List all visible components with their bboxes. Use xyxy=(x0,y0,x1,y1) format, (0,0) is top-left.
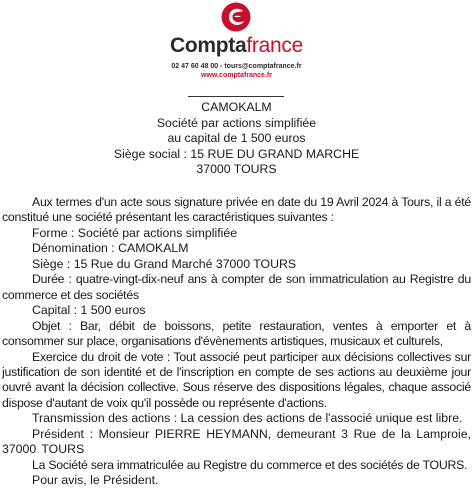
objet-paragraph: Objet : Bar, débit de boissons, petite restauration, ventes à emporter et à consommer sur place, organisations d'évènements artistiques, musicaux et culturels, xyxy=(2,318,471,349)
divider xyxy=(188,96,284,97)
company-name: CAMOKALM xyxy=(201,100,272,114)
company-capital: au capital de 1 500 euros xyxy=(167,131,306,146)
contact-line: 02 47 60 48 00 - tours@comptafrance.fr xyxy=(171,63,302,70)
vote-paragraph: Exercice du droit de vote : Tout associé peut participer aux décisions collectives sur justification de son identité et de l'inscription en compte de ses actions au deuxième jour ouvré avant la décision collective. Sous réserve des dispositions légales, chaque associé dispose d'autant de voix qu'il possède ou représente d'actions. xyxy=(2,349,471,410)
intro-paragraph: Aux termes d'un acte sous signature privée en date du 19 Avril 2024 à Tours, il a été constitué une société présentant les caractéristiques suivantes : xyxy=(2,195,471,225)
compta-circle-logo-icon xyxy=(221,2,251,32)
company-block xyxy=(0,100,473,178)
brand-name xyxy=(0,34,473,58)
siege-line: Siège : 15 Rue du Grand Marché 37000 TOURS xyxy=(32,256,297,271)
company-form: Société par actions simplifiée xyxy=(156,115,317,130)
brand-name-part1: Compta xyxy=(170,34,247,57)
avis-line: Pour avis, le Président. xyxy=(32,473,159,488)
president-paragraph: Président : Monsieur PIERRE HEYMANN, demeurant 3 Rue de la Lamproie, 37000 TOURS xyxy=(2,426,471,457)
company-city: 37000 TOURS xyxy=(196,162,277,177)
transmission-line: Transmission des actions : La cession des actions de l'associé unique est libre. xyxy=(32,411,463,426)
company-seat: Siège social : 15 RUE DU GRAND MARCHE xyxy=(113,146,360,161)
forme-line: Forme : Société par actions simplifiée xyxy=(32,225,238,240)
denomination-line: Dénomination : CAMOKALM xyxy=(32,241,189,256)
notice-body xyxy=(2,195,471,489)
brand-name-part2: france xyxy=(246,34,303,57)
immatriculation-line: La Société sera immatriculée au Registre du commerce et des sociétés de TOURS. xyxy=(32,457,468,472)
header xyxy=(0,0,473,82)
capital-line: Capital : 1 500 euros xyxy=(32,303,146,318)
website-link[interactable]: www.comptafrance.fr xyxy=(201,72,272,79)
duree-paragraph: Durée : quatre-vingt-dix-neuf ans à compter de son immatriculation au Registre du commerce et des sociétés xyxy=(2,272,471,302)
